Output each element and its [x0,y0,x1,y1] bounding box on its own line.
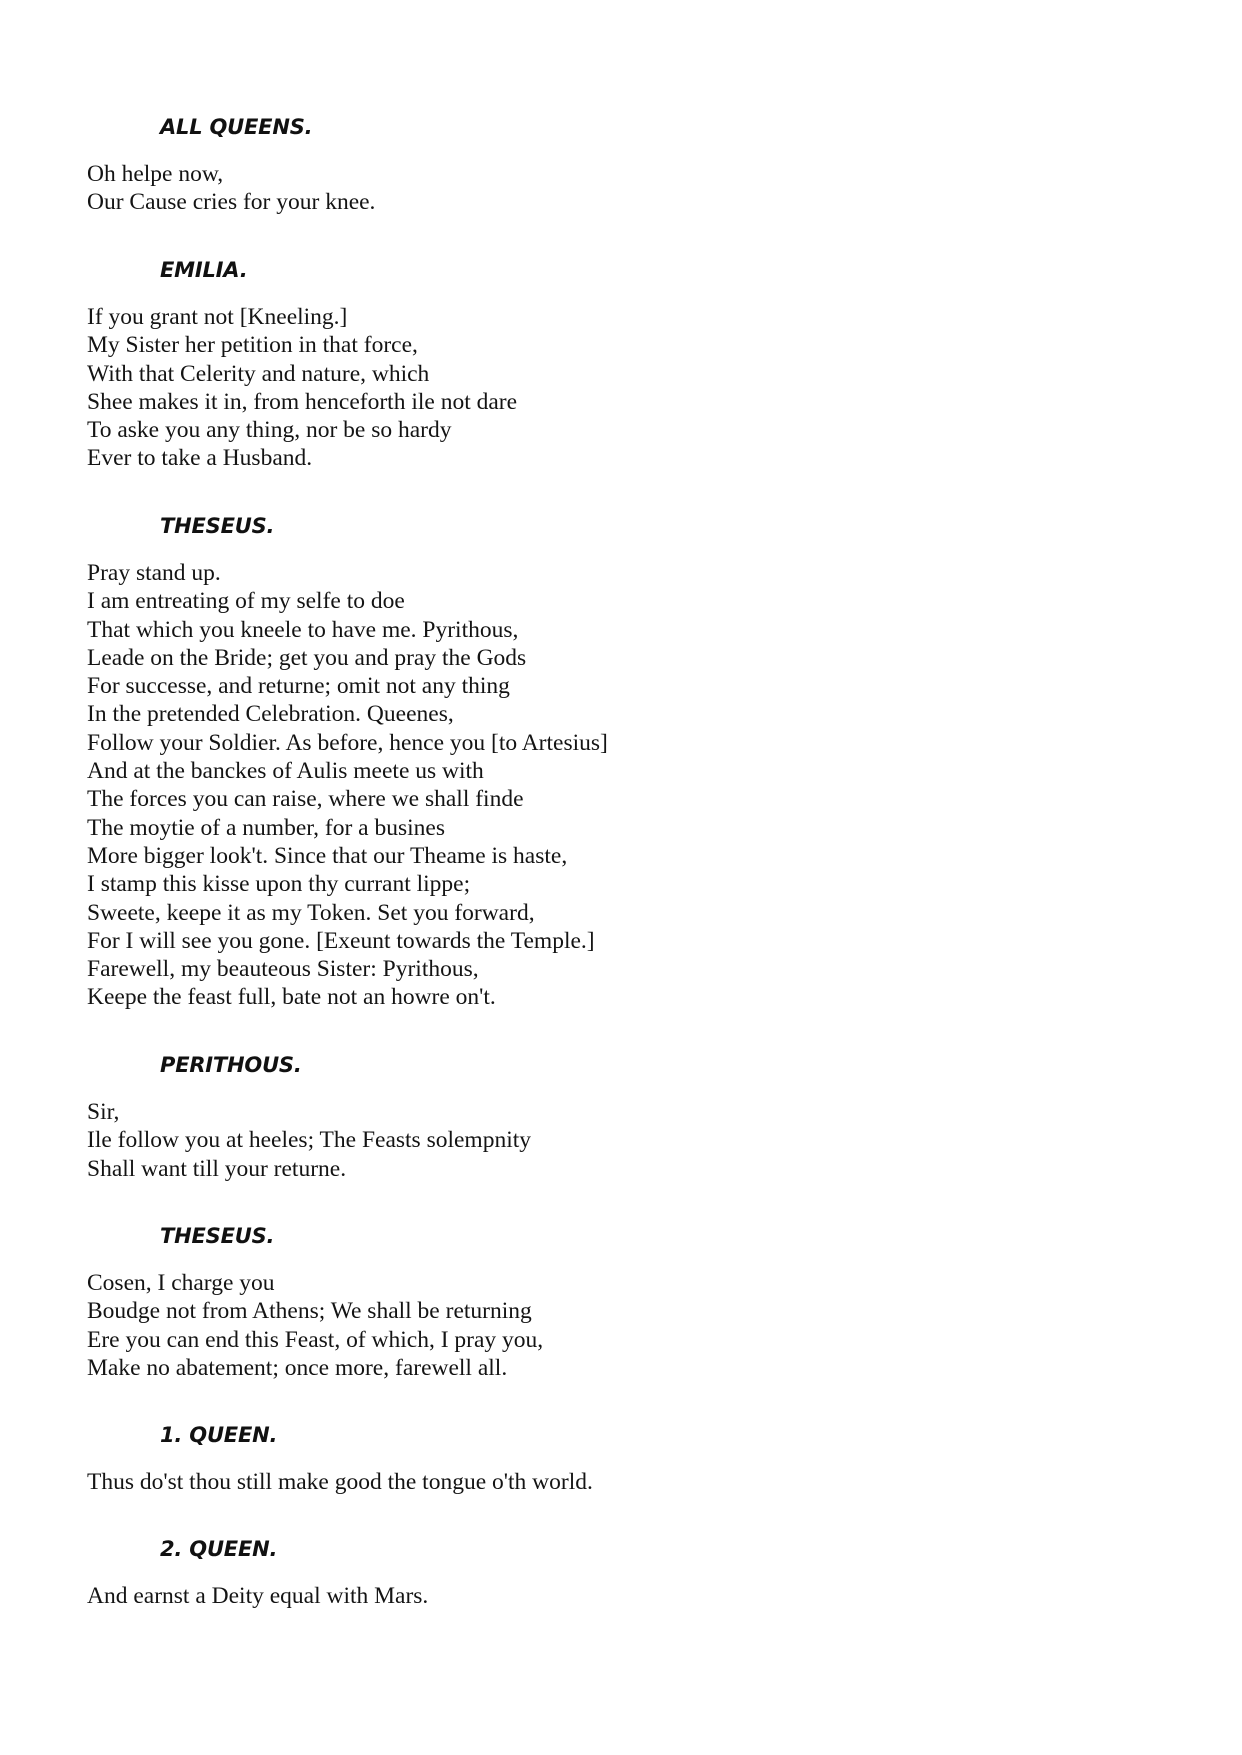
speech-line: Make no abatement; once more, farewell all. [87,1354,508,1381]
speaker-name: 2. QUEEN. [160,1537,278,1561]
speech-line: I am entreating of my selfe to doe [87,588,405,615]
speech-line: I stamp this kisse upon thy currant lippe; [87,871,471,898]
speech-line: Shee makes it in, from henceforth ile not dare [87,388,518,415]
speech-line: Sweete, keepe it as my Token. Set you forward, [87,899,535,926]
speech-line: And at the banckes of Aulis meete us with [87,758,484,785]
speech-lines [87,559,608,1012]
speaker-name: EMILIA. [160,258,248,282]
speech-line: Leade on the Bride; get you and pray the Gods [87,644,527,671]
speech-line: My Sister her petition in that force, [87,332,418,359]
speech-line: Cosen, I charge you [87,1270,275,1296]
speech-line: Sir, [87,1099,120,1125]
speech-line: Ever to take a Husband. [87,445,313,472]
speech-line: Follow your Soldier. As before, hence you [to Artesius] [87,729,608,756]
speech-line: And earnst a Deity equal with Mars. [87,1583,429,1609]
speech-line: Shall want till your returne. [87,1155,347,1182]
speech-line: Thus do'st thou still make good the tongue o'th world. [87,1469,593,1495]
speech-line: Our Cause cries for your knee. [87,189,376,216]
speech-line: With that Celerity and nature, which [87,360,430,387]
speech-line: The forces you can raise, where we shall finde [87,786,524,813]
speech-line: Ile follow you at heeles; The Feasts solempnity [87,1127,532,1154]
speech-lines [87,303,517,473]
speech-line: Keepe the feast full, bate not an howre on't. [87,984,496,1011]
speech-line: Boudge not from Athens; We shall be returning [87,1298,532,1325]
speaker-name: PERITHOUS. [160,1053,302,1077]
speech-line: Oh helpe now, [87,161,224,187]
speech-lines [87,1269,543,1382]
speech-line: If you grant not [Kneeling.] [87,304,348,330]
speech-line: The moytie of a number, for a busines [87,814,445,841]
speech-line: In the pretended Celebration. Queenes, [87,701,454,728]
speech-lines [87,1582,428,1610]
speech-lines [87,1098,531,1183]
speaker-name: ALL QUEENS. [160,115,313,139]
speech-lines [87,160,375,217]
speech-line: That which you kneele to have me. Pyrithous, [87,616,519,643]
speech-line: For successe, and returne; omit not any thing [87,673,510,700]
speaker-name: 1. QUEEN. [160,1423,278,1447]
speech-line: Pray stand up. [87,560,221,586]
speaker-name: THESEUS. [160,514,275,538]
speech-line: Farewell, my beauteous Sister: Pyrithous, [87,956,479,983]
speech-line: More bigger look't. Since that our Theame is haste, [87,842,568,869]
speech-line: Ere you can end this Feast, of which, I pray you, [87,1326,544,1353]
speaker-name: THESEUS. [160,1224,275,1248]
speech-line: For I will see you gone. [Exeunt towards the Temple.] [87,927,595,954]
speech-lines [87,1468,593,1496]
speech-line: To aske you any thing, nor be so hardy [87,417,452,444]
